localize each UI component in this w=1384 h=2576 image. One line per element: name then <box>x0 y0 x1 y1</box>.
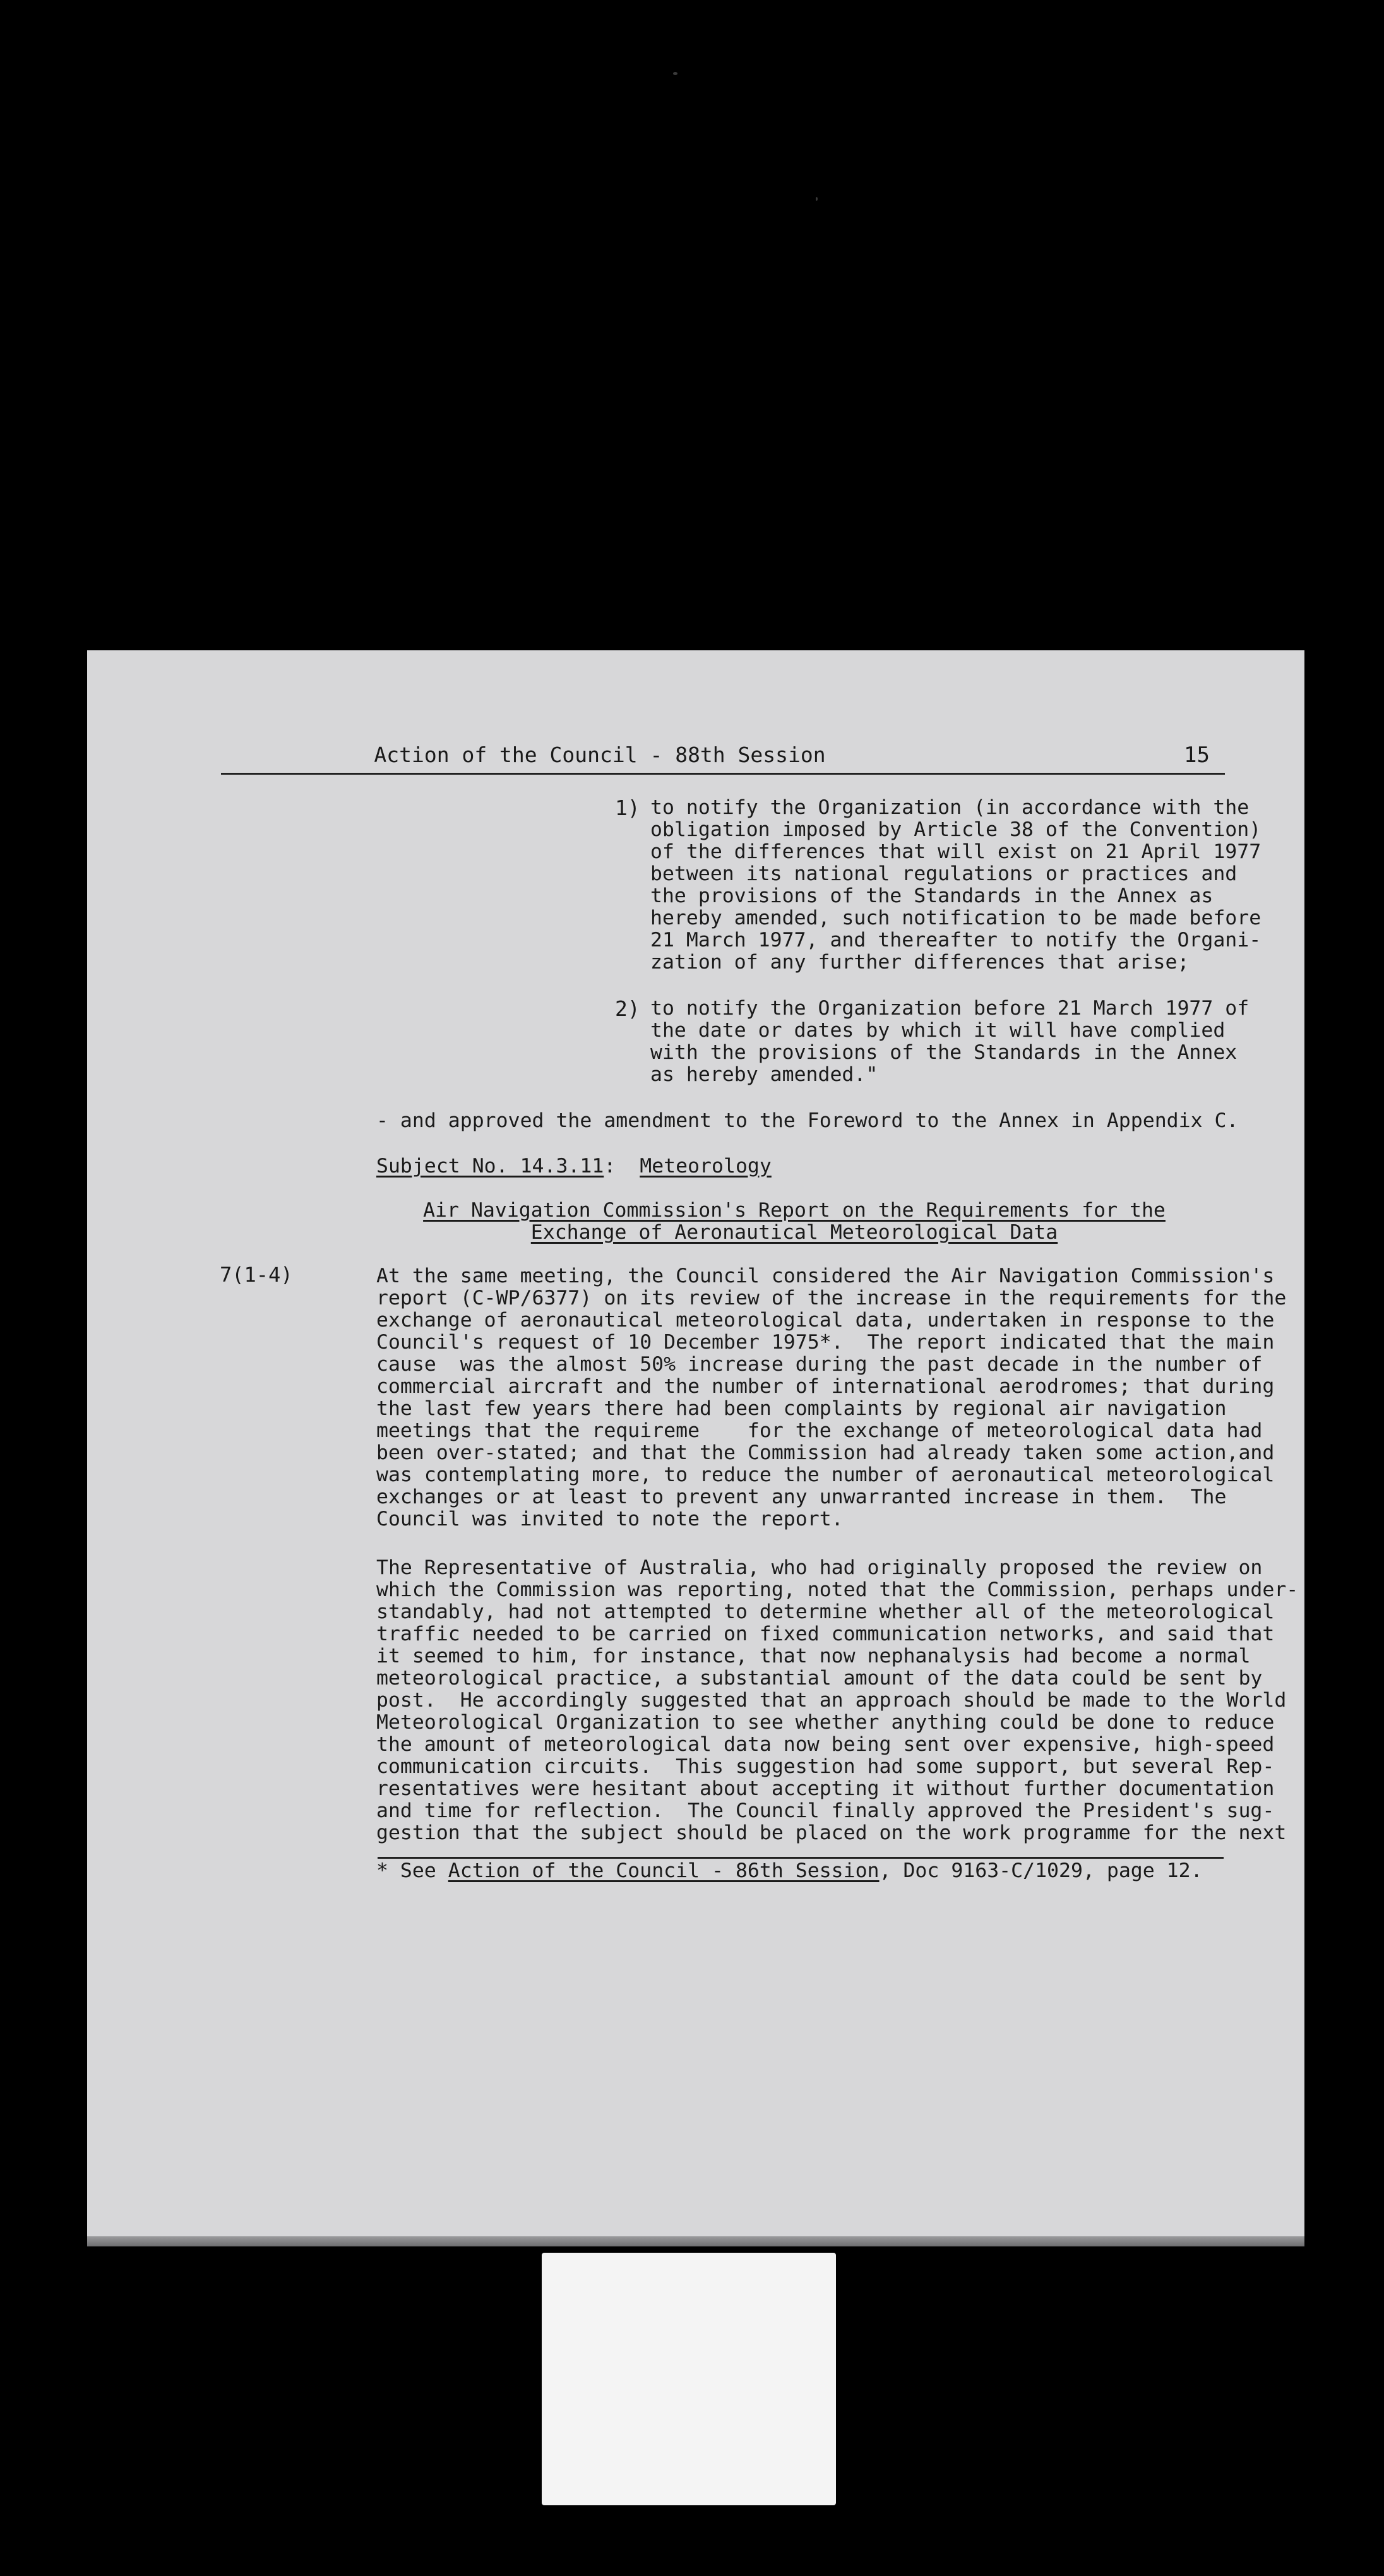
footnote-prefix: * See <box>376 1859 448 1882</box>
subject-number: Subject No. 14.3.11 <box>376 1155 604 1178</box>
header-title: Action of the Council - 88th Session <box>374 742 826 767</box>
approval-line: - and approved the amendment to the Foreword to the Annex in Appendix C. <box>376 1109 1239 1132</box>
section-heading <box>378 1200 1211 1244</box>
margin-reference: 7(1-4) <box>220 1263 293 1287</box>
list-item-number: 2) <box>615 996 640 1021</box>
footnote-rule <box>378 1857 1224 1859</box>
page-header <box>221 740 1225 775</box>
film-speck <box>673 72 677 75</box>
list-item-text: to notify the Organization before 21 March 1977 of the date or dates by which it will have complied with the provisions of the Standards in the Annex as hereby amended." <box>650 997 1250 1086</box>
list-item-text: to notify the Organization (in accordance with the obligation imposed by Article 38 of the Convention) of the differences that will exist on 21 April 1977 between its national regulations or practices and the provisions of the Standards in the Annex as hereby amended, such notification to be made before 21 March 1977, and thereafter to notify the Organi- zation of any further differences that arise; <box>650 796 1262 974</box>
page-bottom-edge <box>87 2236 1304 2246</box>
list-item-number: 1) <box>615 796 640 820</box>
paragraph: The Representative of Australia, who had originally proposed the review on which the Commission was reporting, noted that the Commission, perhaps under- standably, had not attempted to determine whether all of the meteorological traffic needed to be carried on fixed communication networks, and said that it seemed to him, for instance, that now nephanalysis had become a normal meteorological practice, a substantial amount of the data could be sent by post. He accordingly suggested that an approach should be made to the World Meteorological Organization to see whether anything could be done to reduce the amount of meteorological data now being sent over expensive, high-speed communication circuits. This suggestion had some support, but several Rep- resentatives were hesitant about accepting it without further documentation and time for reflection. The Council finally approved the President's sug- gestion that the subject should be placed on the work programme for the next <box>376 1556 1299 1844</box>
footnote-suffix: , Doc 9163-C/1029, page 12. <box>879 1859 1203 1882</box>
blank-card <box>542 2253 836 2505</box>
subject-heading <box>376 1155 772 1178</box>
page-number: 15 <box>1184 742 1210 768</box>
section-heading-line-1: Air Navigation Commission's Report on the Requirements for the <box>423 1199 1166 1222</box>
footnote-doc-title: Action of the Council - 86th Session <box>448 1859 880 1882</box>
footnote <box>376 1860 1203 1882</box>
section-heading-line-2: Exchange of Aeronautical Meteorological Data <box>530 1221 1058 1244</box>
subject-name: Meteorology <box>640 1155 772 1178</box>
subject-separator: : <box>604 1155 616 1178</box>
film-speck <box>816 197 818 201</box>
document-page <box>87 650 1304 2246</box>
paragraph: At the same meeting, the Council considered the Air Navigation Commission's report (C-WP/6377) on its review of the increase in the requirements for the exchange of aeronautical meteorological data, undertaken in response to the Council's request of 10 December 1975*. The report indicated that the main cause was the almost 50% increase during the past decade in the number of commercial aircraft and the number of international aerodromes; that during the last few years there had been complaints by regional air navigation meetings that the requireme for the exchange of meteorological data had been over-stated; and that the Commission had already taken some action,and was contemplating more, to reduce the number of aeronautical meteorological exchanges or at least to prevent any unwarranted increase in them. The Council was invited to note the report. <box>376 1265 1287 1530</box>
